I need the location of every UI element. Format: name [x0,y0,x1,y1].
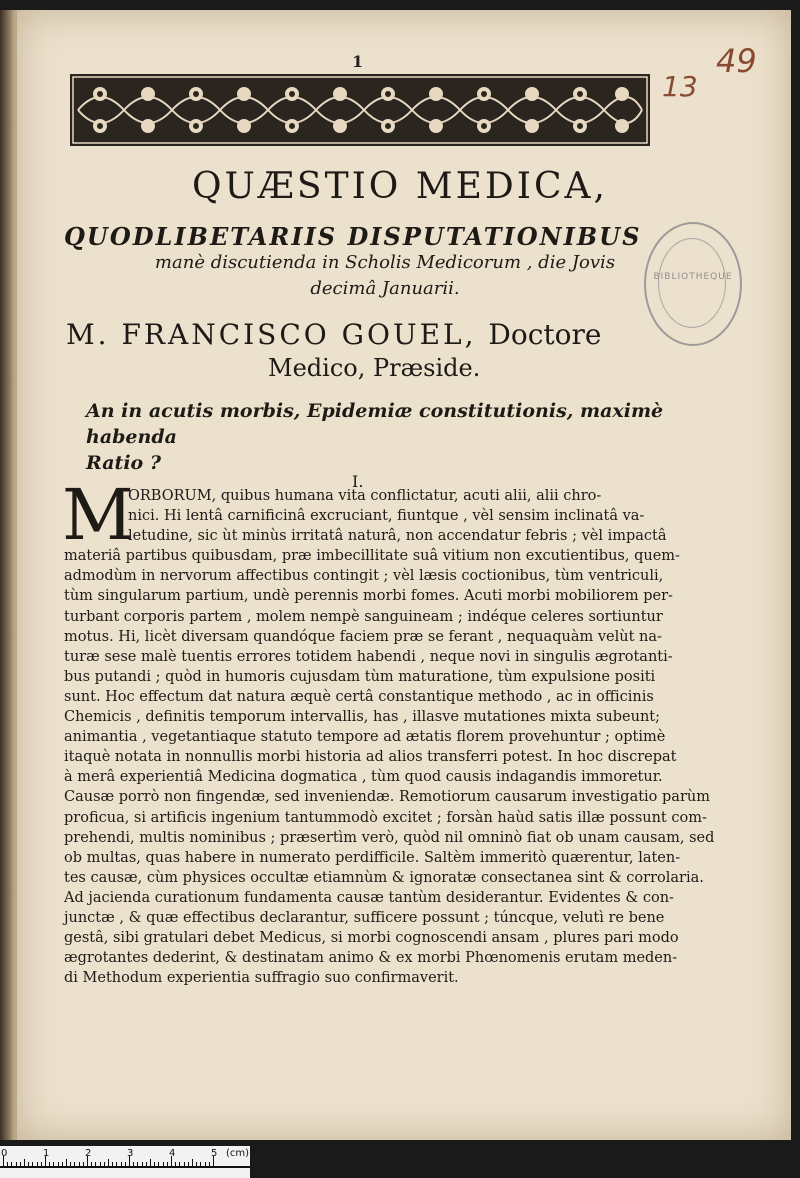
manuscript-note-13: 13 [662,70,698,103]
ruler-unit: (cm) [226,1148,250,1159]
decorative-headpiece [70,74,650,146]
body-line: proficua, si artificis ingenium tantummodò excitet ; forsàn haùd satis illæ possunt com- [64,809,707,826]
ruler-tick [95,1162,96,1166]
ruler-tick [175,1162,176,1166]
measurement-ruler [0,1146,250,1178]
body-line: tùm singularum partium, undè perennis morbi fomes. Acuti morbi mobiliorem per- [64,588,673,605]
body-line: ægrotantes dederint, & destinatam animo & ex morbi Phœnomenis erutam meden- [64,950,678,967]
body-line: sunt. Hoc effectum dat natura æquè certâ constantique methodo , ac in officinis [64,688,654,705]
body-line: admodùm in nervorum affectibus contingit ; vèl læsis coctionibus, tùm ventriculi, [64,568,664,585]
library-stamp-inner-ring [658,238,726,328]
body-line: à merâ experientiâ Medicina dogmatica , tùm quod causis indagandis immoretur. [64,769,663,786]
ruler-tick [154,1162,155,1166]
ruler-tick [184,1162,185,1166]
ruler-label: 1 [43,1148,50,1159]
ruler-tick [209,1162,210,1166]
body-line: tes causæ, cùm physices occultæ etiamnùm & ignoratæ consectanea sint & corrolaria. [64,869,704,886]
body-line: ORBORUM, quibus humana vita conflictatur, acuti alii, alii chro- [128,488,602,504]
page-number: 1 [352,52,364,71]
body-line: junctæ , & quæ effectibus declarantur, sufficere possunt ; túncque, velutì re bene [64,909,665,926]
ruler-label: 2 [85,1148,92,1159]
ruler-tick [179,1162,180,1166]
ruler-tick [146,1162,147,1166]
ruler-tick [62,1162,63,1166]
disputation-question [86,398,686,476]
library-stamp [644,222,742,346]
body-line: di Methodum experientia suffragio suo confirmaverit. [64,970,459,987]
body-line: ob multas, quas habere in numerato perdifficile. Saltèm immeritò quærentur, laten- [64,849,681,866]
ruler-tick [66,1159,67,1166]
ruler-tick [20,1162,21,1166]
ruler-tick [205,1162,206,1166]
body-line: bus putandi ; quòd in humoris cujusdam tùm maturatione, tùm expulsione positi [64,668,656,685]
ruler-tick [158,1162,159,1166]
ruler-tick [104,1162,105,1166]
manuscript-note-49: 49 [716,42,757,80]
body-paragraph [64,486,715,988]
ruler-tick [79,1162,80,1166]
library-stamp-text: BIBLIOTHEQUE [653,272,733,282]
ruler-tick [41,1162,42,1166]
body-line: turæ sese malè tuentis errores totidem habendi , neque novi in singulis ægrotanti- [64,648,673,665]
ruler-tick [7,1162,8,1166]
section-number: I. [352,472,364,491]
ruler-tick [11,1162,12,1166]
ruler-tick [37,1162,38,1166]
ruler-tick [167,1162,168,1166]
subtitle-line-2: manè discutienda in Scholis Medicorum , die Jovis [154,252,616,273]
ruler-tick [116,1162,117,1166]
body-line: turbant corporis partem , molem nempè sanguineam ; indéque celeres sortiuntur [64,608,663,625]
question-line-1: An in acutis morbis, Epidemiæ constitutionis, maximè habenda [86,400,664,448]
subtitle-line-3: decimâ Januarii. [310,278,460,299]
ruler-tick [163,1162,164,1166]
ruler-tick [28,1162,29,1166]
ruler-tick [58,1162,59,1166]
ruler-tick [83,1162,84,1166]
ruler-tick [70,1162,71,1166]
body-line: itaquè notata in nonnullis morbi historia ad alios transferri potest. In hoc discrepat [64,749,677,766]
body-line: nici. Hi lentâ carnificinâ excruciant, fiuntque , vèl sensim inclinatâ va- [128,508,645,525]
ruler-tick [150,1159,151,1166]
body-line: Ad jacienda curationum fundamenta causæ tantùm desiderantur. Evidentes & con- [64,889,674,906]
ruler-tick [91,1162,92,1166]
ruler-tick [196,1162,197,1166]
document-title: QUÆSTIO MEDICA, [192,166,608,207]
body-line: animantia , vegetantiaque statuto tempore ad ætatis florem provehuntur ; optimè [64,729,666,746]
subtitle-line-1: QUODLIBETARIIS DISPUTATIONIBUS [64,222,642,251]
ruler-label: 4 [169,1148,176,1159]
ruler-tick [32,1162,33,1166]
body-line: Chemicis , definitis temporum intervallis, has , illasve mutationes mixta subeunt; [64,709,661,726]
ruler-label: 5 [211,1148,218,1159]
ruler-tick [112,1162,113,1166]
ruler-tick [49,1162,50,1166]
ruler-tick [53,1162,54,1166]
ruler-tick [192,1159,193,1166]
ruler-tick [100,1162,101,1166]
praeses-line-2: Medico, Præside. [268,354,481,382]
praeses-line-1 [66,318,666,351]
ruler-tick [24,1159,25,1166]
body-line: materiâ partibus quibusdam, præ imbecillitate suâ vitium non excutientibus, quem- [64,548,680,565]
body-line: gestâ, sibi gratulari debet Medicus, si morbi cognoscendi ansam , plures pari modo [64,930,679,947]
body-line: Causæ porrò non fingendæ, sed inveniendæ. Remotiorum causarum investigatio parùm [64,789,710,806]
ruler-tick [133,1162,134,1166]
ruler-label: 3 [127,1148,134,1159]
ruler-tick [74,1162,75,1166]
question-line-2: Ratio ? [86,452,161,474]
ruler-tick [121,1162,122,1166]
ruler-tick [188,1162,189,1166]
ruler-tick [137,1162,138,1166]
body-line: motus. Hi, licèt diversam quandóque faciem præ se ferant , nequaquàm velùt na- [64,628,662,645]
body-line: prehendi, multis nominibus ; præsertìm verò, quòd nil omninò fiat ob unam causam, sed [64,829,715,846]
ruler-tick [142,1162,143,1166]
ruler-tick [108,1159,109,1166]
ruler-tick [125,1162,126,1166]
praeses-name: M. FRANCISCO GOUEL, [66,318,477,351]
drop-capital: M [62,474,134,556]
ruler-label: 0 [1,1148,8,1159]
ruler-tick [200,1162,201,1166]
ruler-tick [16,1162,17,1166]
ruler-bar [0,1166,250,1168]
body-line: letudine, sic ùt minùs irritatâ naturâ, non accendatur febris ; vèl impactâ [128,528,667,545]
praeses-rank: Doctore [488,318,602,351]
